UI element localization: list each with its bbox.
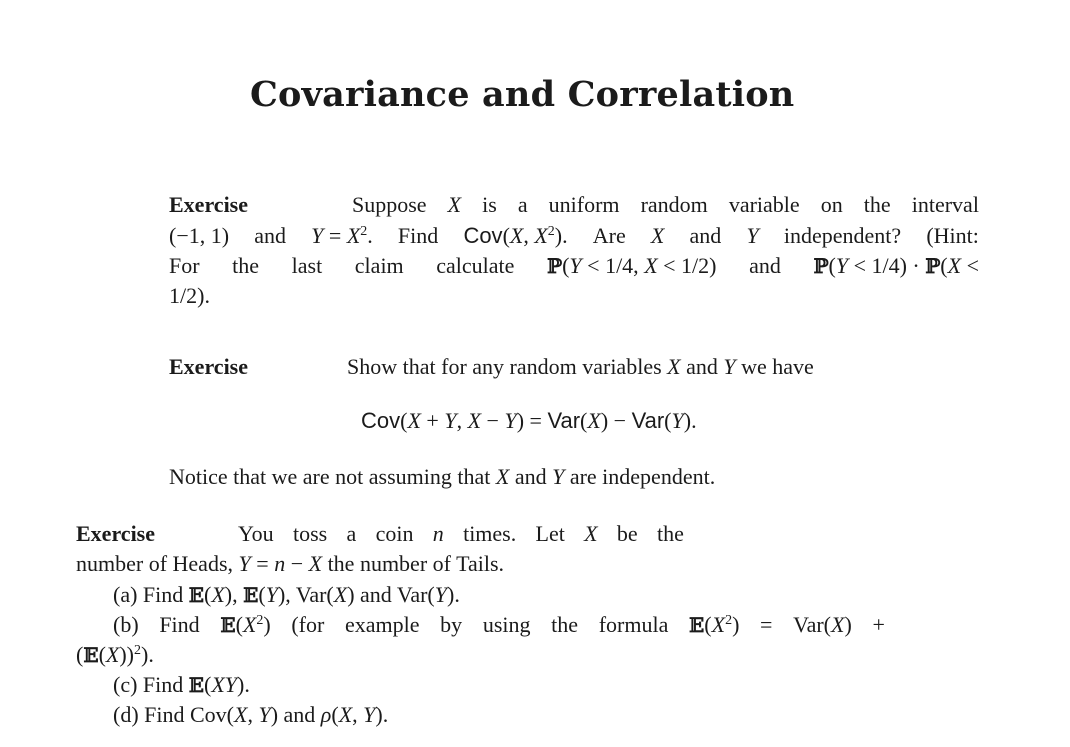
exercise-1-line-2: (−1, 1) and $Y = X^2$. Find Cov(X, $X^2$). Are X and Y independent? (Hint: (169, 223, 979, 248)
page-title: Covariance and Correlation (250, 74, 795, 115)
exercise-1-line-1: Suppose X is a uniform random variable on the interval (352, 192, 979, 217)
exercise-2-equation: Cov(X + Y, X − Y) = Var(X) − Var(Y). (361, 408, 697, 433)
exercise-3-part-b: (b) Find $𝔼(X^2)$ (for example by using the formula $𝔼(X^2)$ = Var(X) + (113, 612, 885, 637)
exercise-2-label: Exercise (169, 354, 249, 379)
exercise-1-line-3: For the last claim calculate ℙ(Y < 1/4, X < 1/2) and ℙ(Y < 1/4) · ℙ(X < (169, 253, 979, 278)
exercise-1-line-4: 1/2). (169, 283, 210, 308)
exercise-3-part-a: (a) Find 𝔼(X), 𝔼(Y), Var(X) and Var(Y). (113, 582, 460, 607)
exercise-3-part-d: (d) Find Cov(X, Y) and ρ(X, Y). (113, 702, 389, 727)
exercise-3-label: Exercise (76, 521, 156, 546)
exercise-2-line-1: Show that for any random variables X and Y we have (347, 354, 814, 379)
exercise-2-note: Notice that we are not assuming that X and Y are independent. (169, 464, 716, 489)
exercise-1-label: Exercise (169, 192, 249, 217)
exercise-3-part-c: (c) Find 𝔼(XY). (113, 672, 250, 697)
exercise-3-part-b-cont: (𝔼(X))$^2$). (76, 642, 154, 667)
exercise-3-line-2: number of Heads, Y = n − X the number of Tails. (76, 551, 505, 576)
exercise-3-line-1: You toss a coin n times. Let X be the (238, 521, 684, 546)
